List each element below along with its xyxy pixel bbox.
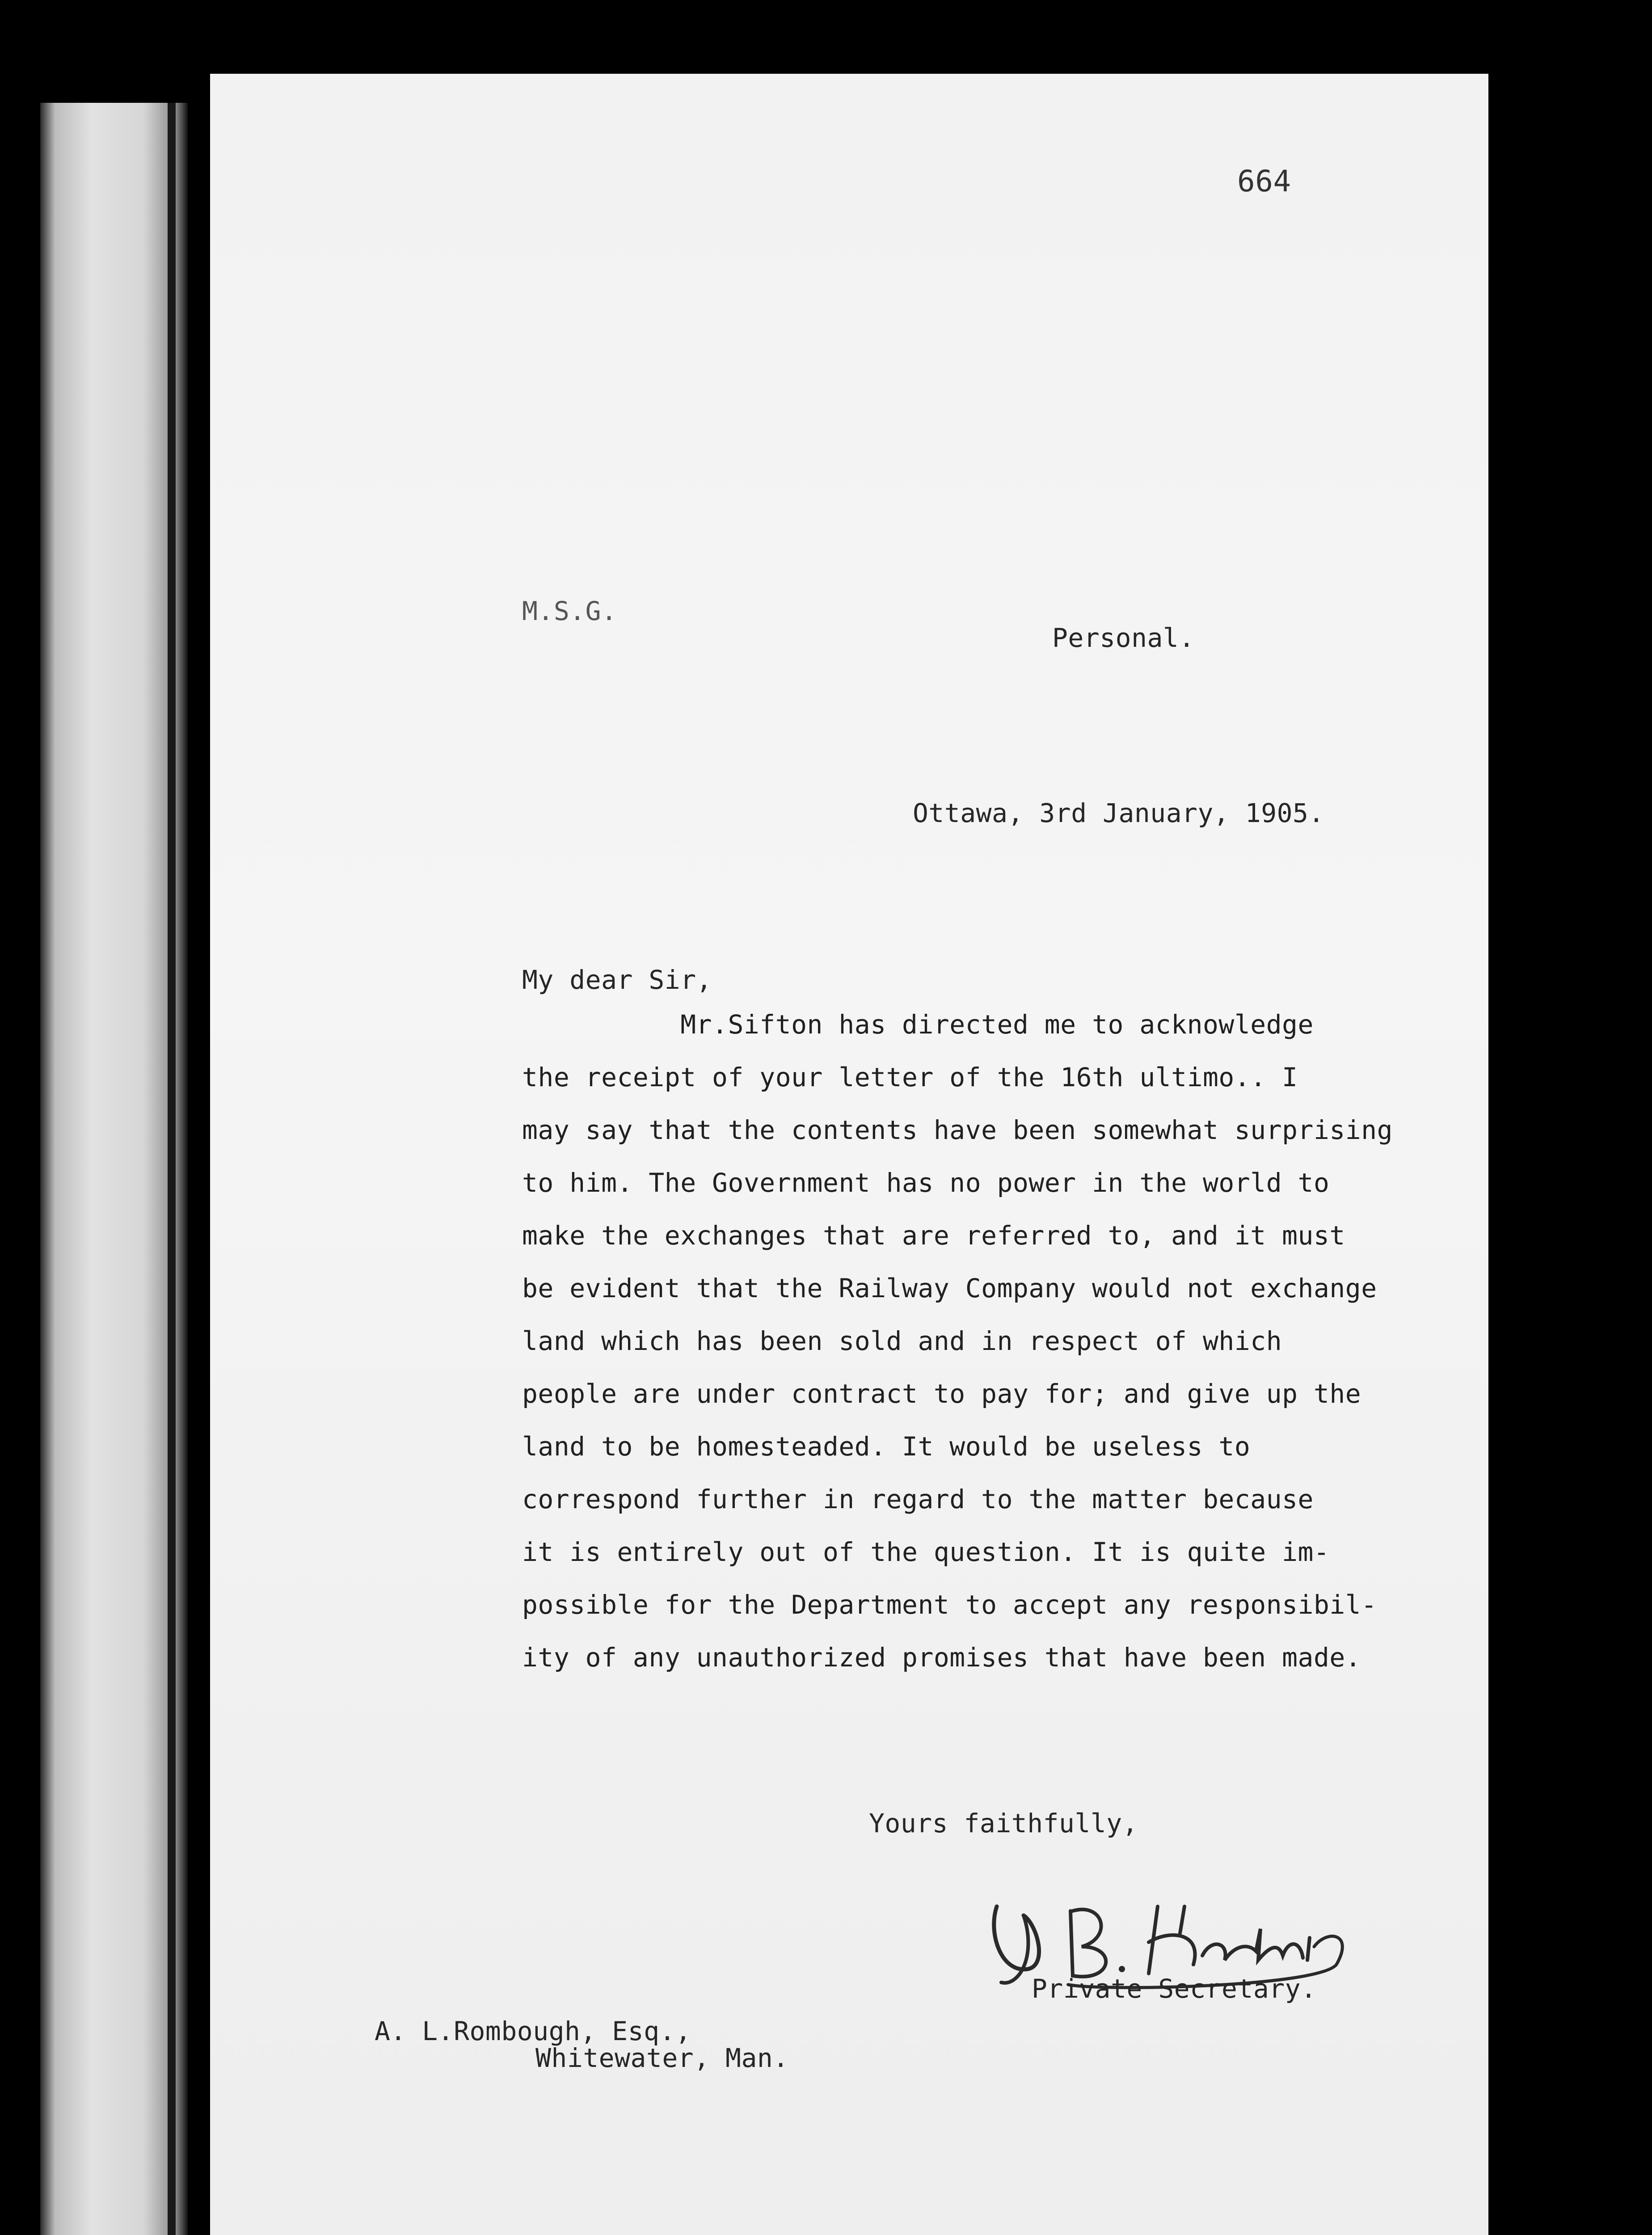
body-line: the receipt of your letter of the 16th ultimo.. I <box>522 1062 1298 1092</box>
closing: Yours faithfully, <box>869 1808 1138 1839</box>
file-reference: M.S.G. <box>522 596 617 626</box>
signer-title: Private Secretary. <box>1032 1974 1317 2004</box>
body-line: to him. The Government has no power in the world to <box>522 1168 1330 1198</box>
personal-mark: Personal. <box>1052 623 1195 653</box>
dateline: Ottawa, 3rd January, 1905. <box>913 798 1324 828</box>
binder-edge <box>40 103 188 2235</box>
body-line: be evident that the Railway Company would not exchange <box>522 1273 1377 1303</box>
body-line: land to be homesteaded. It would be useless to <box>522 1431 1251 1462</box>
body-line: Mr.Sifton has directed me to acknowledge <box>522 1009 1314 1040</box>
salutation: My dear Sir, <box>522 965 712 995</box>
body-line: may say that the contents have been somewhat surprising <box>522 1115 1393 1145</box>
addressee-name: A. L.Rombough, Esq., <box>375 2016 691 2046</box>
letter-page <box>210 74 1488 2235</box>
body-line: correspond further in regard to the matter because <box>522 1484 1314 1514</box>
addressee-place: Whitewater, Man. <box>535 2043 789 2073</box>
body-line: make the exchanges that are referred to, and it must <box>522 1220 1345 1251</box>
body-line: land which has been sold and in respect of which <box>522 1326 1282 1356</box>
page-number: 664 <box>1237 164 1291 198</box>
body-line: people are under contract to pay for; and give up the <box>522 1379 1361 1409</box>
body-line: ity of any unauthorized promises that have been made. <box>522 1642 1361 1673</box>
body-line: it is entirely out of the question. It is quite im- <box>522 1537 1330 1567</box>
body-line: possible for the Department to accept any responsibil- <box>522 1590 1377 1620</box>
